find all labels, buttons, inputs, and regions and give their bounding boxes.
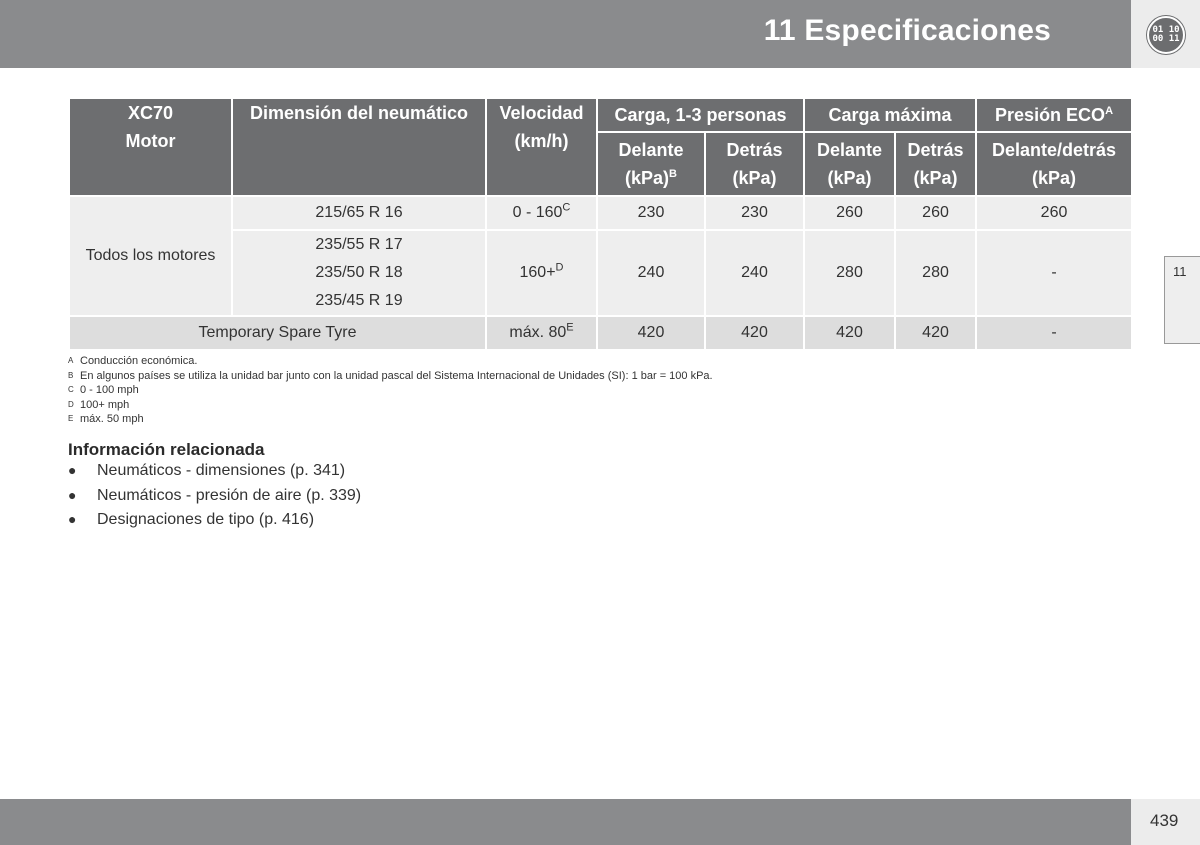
front-max-header (804, 132, 895, 196)
eco-pressure-header (976, 98, 1132, 132)
footnote (68, 354, 713, 369)
eco-cell: - (976, 316, 1132, 350)
chapter-icon-line-1: 01 10 (1152, 25, 1180, 35)
side-tab-label: 11 (1173, 264, 1187, 279)
speed-cell (486, 196, 597, 230)
speed-unit: (km/h) (514, 131, 569, 151)
page-number-box (1131, 799, 1200, 845)
kpa-footnote-ref: B (669, 168, 677, 180)
rear-1-3-cell: 420 (705, 316, 804, 350)
tyre-size: 235/45 R 19 (315, 292, 403, 309)
engine-label: Motor (125, 131, 176, 151)
footnote (68, 369, 713, 384)
kpa-label: (kPa) (913, 168, 958, 188)
footnote-text: En algunos países se utiliza la unidad bar junto con la unidad pascal del Sistema Internacional de Unidades (SI): 1 bar = 100 kPa. (80, 369, 713, 382)
tyre-size-cell: 215/65 R 16 (232, 196, 486, 230)
footer-bar (0, 799, 1131, 845)
spare-tyre-cell: Temporary Spare Tyre (69, 316, 486, 350)
related-info-heading: Información relacionada (68, 440, 265, 459)
speed-footnote-ref: C (562, 201, 571, 214)
engine-cell: Todos los motores (69, 196, 232, 316)
related-link-item[interactable] (68, 458, 361, 483)
speed-footnote-ref: E (566, 321, 574, 334)
rear-1-3-cell: 230 (705, 196, 804, 230)
rear-max-header (895, 132, 976, 196)
related-links-list (68, 458, 361, 532)
speed-label: Velocidad (499, 103, 584, 123)
front-label: Delante (618, 140, 684, 160)
footnote-text: 0 - 100 mph (80, 384, 139, 396)
kpa-label (598, 164, 704, 192)
kpa-label: (kPa) (732, 168, 777, 188)
header-corner (1131, 0, 1200, 68)
bullet-icon: ● (68, 462, 77, 478)
eco-cell: - (976, 230, 1132, 316)
rear-label: Detrás (907, 140, 964, 160)
front-max-cell: 420 (804, 316, 895, 350)
eco-footnote-ref: A (1105, 105, 1114, 117)
kpa-unit: (kPa) (625, 168, 670, 188)
speed-cell (486, 230, 597, 316)
header-bar (0, 0, 1131, 68)
footnote-letter: E (68, 414, 74, 423)
footnote-letter: D (68, 399, 74, 409)
speed-value: 0 - 160 (512, 204, 563, 221)
rear-label: Detrás (726, 140, 783, 160)
footnote (68, 412, 713, 427)
rear-max-cell: 260 (895, 196, 976, 230)
chapter-side-tab[interactable] (1164, 256, 1200, 344)
footnote-text: 100+ mph (80, 398, 130, 411)
front-1-3-cell: 420 (597, 316, 705, 350)
table-row (69, 196, 1132, 230)
model-label: XC70 (127, 103, 174, 123)
model-engine-header (69, 98, 232, 196)
tyre-pressure-table (68, 97, 1133, 351)
tyre-size: 235/55 R 17 (315, 236, 403, 253)
speed-header (486, 98, 597, 196)
tyre-size-header: Dimensión del neumático (232, 98, 486, 196)
table-row-spare (69, 316, 1132, 350)
page-number: 439 (1150, 811, 1179, 830)
tyre-size: 235/50 R 18 (315, 264, 403, 281)
front-1-3-header (597, 132, 705, 196)
max-load-header: Carga máxima (804, 98, 976, 132)
chapter-specifications-icon (1147, 16, 1185, 54)
footnote-letter: A (68, 356, 74, 365)
bullet-icon: ● (68, 511, 77, 527)
rear-max-cell: 280 (895, 230, 976, 316)
tyre-size-cell (232, 230, 486, 316)
footnote-text: máx. 50 mph (80, 413, 144, 425)
rear-max-cell: 420 (895, 316, 976, 350)
related-link-item[interactable] (68, 483, 361, 508)
eco-front-rear-header (976, 132, 1132, 196)
bullet-icon: ● (68, 486, 77, 503)
speed-value: 160+ (519, 264, 556, 281)
front-1-3-cell: 240 (597, 230, 705, 316)
footnote-text: Conducción económica. (80, 355, 198, 367)
related-link-text[interactable]: Neumáticos - dimensiones (p. 341) (97, 462, 346, 479)
footnote-letter: C (68, 385, 74, 394)
footnotes (68, 354, 713, 427)
kpa-label: (kPa) (1032, 168, 1077, 188)
chapter-title: 11 Especificaciones (763, 14, 1051, 47)
speed-value: máx. 80 (509, 324, 567, 341)
kpa-label: (kPa) (827, 168, 872, 188)
related-link-item[interactable] (68, 507, 361, 532)
rear-1-3-cell: 240 (705, 230, 804, 316)
speed-footnote-ref: D (555, 261, 564, 274)
front-rear-label: Delante/detrás (992, 140, 1117, 160)
front-1-3-cell: 230 (597, 196, 705, 230)
front-label: Delante (817, 140, 883, 160)
footnote-letter: B (68, 370, 74, 380)
related-link-text[interactable]: Designaciones de tipo (p. 416) (97, 511, 315, 528)
speed-cell (486, 316, 597, 350)
related-link-text[interactable]: Neumáticos - presión de aire (p. 339) (97, 486, 362, 504)
load-1-3-header: Carga, 1-3 personas (597, 98, 804, 132)
front-max-cell: 260 (804, 196, 895, 230)
rear-1-3-header (705, 132, 804, 196)
front-max-cell: 280 (804, 230, 895, 316)
footnote (68, 383, 713, 398)
eco-cell: 260 (976, 196, 1132, 230)
eco-pressure-label: Presión ECO (995, 105, 1106, 125)
chapter-icon-line-2: 00 11 (1152, 34, 1180, 44)
footnote (68, 398, 713, 413)
